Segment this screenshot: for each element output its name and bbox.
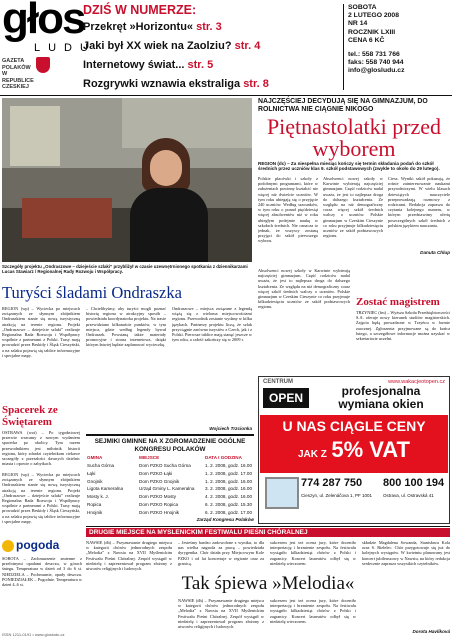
bottom-col-3b: sukcesem jest też ocena jury, które doceniło interpretację i brzmienie zespołu. Na festiwalu wystąpiło kilkadziesiąt chórów z Polski i zagranicy. Koncert laureatów odbył się w niedzielę wieczorem.: [270, 598, 356, 624]
teasers-title: DZIŚ W NUMERZE:: [83, 3, 197, 17]
ad-url[interactable]: www.wakacjeotopen.cz: [388, 379, 445, 385]
bottom-col-2b: NAWSIE (dh) – Przyznawanie drugiego miejsca w kategorii chórów jednorodnych zespołu „Melodia” z Nawsia na XVII Myślenickim Festiwalu Pieśni Chóralnej. Zespół wystąpił w niedzielę i zaprezentował program złożony z utworów religijnych i ludowych.: [178, 598, 264, 630]
table-row: Ropica Dom PZKO Ropica 6. 2. 2008, godz. 15.30: [87, 501, 252, 507]
teaser-text: Internetowy świat...: [83, 59, 185, 71]
weather-title: pogoda: [16, 538, 60, 552]
teaser-page: str. 3: [196, 21, 222, 33]
ad-title: profesjonalna wymiana okien: [338, 384, 424, 411]
feature-headline: Turyści śladami Ondraszka: [2, 283, 182, 302]
teaser-page: str. 4: [234, 40, 261, 52]
table-header-cell: MIEJSCE: [139, 455, 160, 461]
ad-address-2: Ostrava, ul. Ostravská 41: [383, 493, 434, 498]
feature-col-1-continued: REGION (wp) – Wyciecka po miejscach związanych ze słynnym zbójnikiem Ondraszkiem stanie się nową turystyczną atrakcją na terenie regionu. Projekt „Ondraszowe – dziejeście szlaki” realizuje Regionalna Rada Rozwoju i Współpracy wspólnie z partnerami z Polski. Trasy mają prowadzić przez Beskidy i Śląsk Cieszyński, a na szlaku pojawią się tablice informacyjne i specjalne mapy.: [2, 472, 80, 524]
table-header-cell: GMINA: [87, 455, 103, 461]
bottom-kicker: DRUGIE MIEJSCE NA MYSLENICKIM FESTIWALU PIEŚNI CHÓRALNEJ: [86, 528, 450, 537]
footer: ISSN 1211-0191 • www.glosludu.cz: [2, 632, 65, 637]
bottom-col-3: sukcesem jest też ocena jury, które doceniło interpretację i brzmienie zespołu. Na festiwalu wystąpiło kilkadziesiąt chórów z Polski i zagranicy. Koncert laureatów odbył się w niedzielę wieczorem.: [270, 540, 356, 566]
ad-banner-line1: U NAS CIĄGLE CENY: [282, 418, 426, 434]
ad-phone-1: 774 287 750: [301, 477, 363, 489]
feature-col-3: Ondraszowe – miejsca związane z legendą wiążą się z wieloma miejscowościami regionu. Przewodnik zostanie wydany w kilku językach. Partnerzy projektu liczą, że szlak przyciągnie zarówno turystów z Czech, jak i z Polski. Pierwsze tablice mają stanąć jeszcze w tym roku, a całość zakończy się w 2009 r.: [172, 306, 252, 343]
teaser-item[interactable]: [83, 56, 341, 75]
main-col-1: Polskie placówki i szkoły z podobnymi programami, które w założeniach powinny kształcić nie więcej niż dwieście uczniów. W tym roku ubiegają się o przyjęcie 240 uczniów. Według szacunków, w tym roku o ponad pięćdziesiąt więcej absolwentów niż w roku ubiegłym podejmie naukę w szkołach średnich. Nie oznacza to jednak, że wszyscy zostaną przyjęci do szkół pierwszego wyboru.: [258, 176, 318, 244]
main-lead: REGION (dc) – Za niespełna miesiąc kończy się termin składania podań do szkół średnich przez uczniów klas 9. szkół podstawowych (zwykle to około do 29 lutego).: [258, 161, 440, 172]
ad-banner-jakz: JAK Z: [297, 449, 327, 460]
photo-caption: Szczegóły projektu „Ondraszowe – dziejeście szlaki” przybliżył w czasie uzewnętrnionego spotkania z dziennikarzami Lucas Stawiarz / Regionalnej Rady Rozwoju i Współpracy.: [2, 264, 248, 275]
weather-info: [2, 472, 82, 538]
main-col-2: Absolwenci nowej szkoły w Karwinie wybierają najczęściej gimnazjum. Część rodziców nadal uważa, że jest to najlepsza droga do dalszego kształcenia. Ze względu na niż demograficzny coraz więcej szkół średnich walczy o uczniów. Polskie gimnazjum w Czeskim Cieszynie co roku przyjmuje kilkudziesięciu uczniów ze szkół podstawowych regionu.: [323, 176, 383, 239]
issue-tel: tel.: 558 731 766: [348, 51, 400, 59]
bottom-headline: Tak śpiewa »Melodia«: [181, 573, 355, 594]
table-row: Mosty k. J. Dom PZKO Mosty 4. 2. 2008, godz. 16.00: [87, 494, 252, 500]
feature-author: Wojciech Trzcionka: [209, 426, 252, 431]
issue-fax: faks: 558 740 944: [348, 59, 404, 67]
bottom-author: Dorota Havlíková: [412, 629, 450, 634]
issue-email[interactable]: info@glosludu.cz: [348, 67, 405, 75]
weather-box: [2, 540, 82, 638]
schedule-note: Zarząd Kongresu Polaków: [196, 516, 254, 522]
issue-day: SOBOTA: [348, 4, 377, 11]
issue-info: [348, 4, 450, 76]
sun-icon: [2, 540, 14, 552]
table-header-cell: DATA I GODZINA: [205, 455, 242, 461]
teasers: [83, 2, 341, 94]
ad-okna[interactable]: [258, 376, 450, 524]
weather-text: SOBOTA – Zachmurzenie zmienne z przelotnymi opadami deszczu, w górach śniegu. Temperatura w dzień od 3 do 6 st. NIEDZIELA – Pochmurnie, opady deszczu. PONIEDZIAŁEK – Pogodnie. Temperatura w dzień 4–6 st.: [2, 556, 82, 588]
sidebar-text: OSTRAWA (wot) – Po tygodniowej przerwie wracamy z nowym wydaniem spacerka po okolicy. Tym razem przewodnikiem jest miłośnik historii regionu, który zdradzi czytelnikom ciekawe szczegóły z przeszłości dawnych dzielnic miasta i opowie o zabytkach.: [2, 430, 80, 467]
main-col-3: Ciesz. Wyniki szkół pokazują, że rośnie zainteresowanie naukami przyrodniczymi. W wielu klasach dziewiątych nauczyciele przeprowadzają rozmowy z rodzicami. Redakcja zaprasza do czytania kolejnego numeru, w którym przedstawimy ofertę poszczególnych szkół średnich z polskim językiem nauczania.: [388, 176, 450, 228]
issue-date: 2 LUTEGO 2008: [348, 12, 399, 20]
main-headline: Piętnastolatki przed wyborem: [266, 114, 442, 161]
schedule-box: [86, 434, 254, 522]
main-kicker: NAJCZĘŚCIEJ DECYDUJĄ SIĘ NA GIMNAZJUM, DO ROLNICTWA NIE CIĄGNIE NIKOGO: [258, 98, 428, 114]
news-left-text: TRZYNIEC (fm) – Wyższa Szkoła Przedsiębiorczości S.A. oferuje nowy kierunek studiów magisterskich. Zajęcia będą prowadzone w Trzyńcu w formie zaocznej. Zgłoszenia przyjmowane są do końca lutego, a szczegółowe informacje można uzyskać w sekretariacie uczelni.: [356, 310, 450, 342]
schedule-table: [86, 454, 254, 516]
issue-year: ROCZNIK LXIII: [348, 28, 396, 36]
teaser-item[interactable]: [83, 75, 341, 94]
teaser-text: Przekręt »Horizontu«: [83, 21, 194, 33]
bottom-col-2: – Jesteśmy bardzo zadowolone z wyniku, to dla nas wielka nagroda za pracę – powiedziała dyrygentka. Chór działa przy Miejscowym Kole PZKO i od lat koncertuje w regionie oraz za granicą.: [178, 540, 264, 566]
teaser-item[interactable]: [83, 37, 341, 56]
issue-price: CENA 6 KČ: [348, 36, 385, 44]
main-author: Danuta Chlup: [420, 250, 450, 255]
ad-address-1: Cieszyn, ul. Zelenáčova 1, PF 1001: [301, 493, 373, 498]
teaser-item[interactable]: [83, 18, 341, 37]
ad-logo: OPEN: [263, 388, 309, 408]
masthead: [0, 0, 96, 95]
feature-col-1: REGION (wp) – Wyciecka po miejscach związanych ze słynnym zbójnikiem Ondraszkiem stanie się nową turystyczną atrakcją na terenie regionu. Projekt „Ondraszowe – dziejeście szlaki” realizuje Regionalna Rada Rozwoju i Współpracy wspólnie z partnerami z Polski. Trasy mają prowadzić przez Beskidy i Śląsk Cieszyński, a na szlaku pojawią się tablice informacyjne i specjalne mapy.: [2, 306, 80, 358]
bottom-col-1: NAWSIE (dh) – Przyznawanie drugiego miejsca w kategorii chórów jednorodnych zespołu „Melodia” z Nawsia na XVII Myślenickim Festiwalu Pieśni Chóralnej. Zespół wystąpił w niedzielę i zaprezentował program złożony z utworów religijnych i ludowych.: [86, 540, 172, 572]
teaser-text: Jaki był XX wiek na Zaolziu?: [83, 40, 232, 52]
issue-number: NR 14: [348, 20, 368, 28]
sidebar-headline: Spacerek ze Świętarem: [2, 404, 58, 428]
news-left-title: Zostać magistrem: [356, 296, 440, 308]
coat-of-arms-icon: [36, 57, 50, 73]
tagline: GAZETA POLAKÓW W REPUBLICE CZESKIEJ: [2, 58, 34, 90]
logo-subtitle: LUDU: [34, 42, 96, 54]
table-row: Hnojnik Dom PZKO Hnojnik 6. 2. 2008, godz. 17.00: [87, 509, 252, 515]
feature-col-2: – Chcielibyśmy, aby turyści mogli poznać historię regionu w atrakcyjny sposób – powiedziała koordynatorka projektu. Na trasie przewidziano kilkanaście punktów, w tym miejsca, gdzie według legendy bywał Ondraszek. Powstaną także materiały promocyjne i strona internetowa, dzięki którym łatwiej będzie zaplanować wycieczkę.: [86, 306, 166, 348]
main-col-3-continued: Absolwenci nowej szkoły w Karwinie wybierają najczęściej gimnazjum. Część rodziców nadal uważa, że jest to najlepsza droga do dalszego kształcenia. Ze względu na niż demograficzny coraz więcej szkół średnich walczy o uczniów. Polskie gimnazjum w Czeskim Cieszynie co roku przyjmuje kilkudziesięciu uczniów ze szkół podstawowych regionu.: [258, 268, 350, 310]
teaser-page: str. 5: [187, 59, 214, 71]
table-row: Ligota Kameralna Urząd Gminy L. Kameralna 3. 2. 2008, godz. 16.00: [87, 486, 252, 492]
table-row: Gnojnik Dom PZKO Gnojnik 1. 2. 2008, godz. 16.00: [87, 478, 252, 484]
table-row: Sucha Górna Dom PZKO Sucha Górna 1. 2. 2008, godz. 16.00: [87, 462, 252, 468]
ad-phone-2: 800 100 194: [383, 477, 445, 489]
ad-brand: CENTRUM: [263, 379, 293, 385]
ad-banner-vat: 5% VAT: [331, 437, 410, 462]
teaser-text: Rozgrywki wznawia ekstraliga: [83, 78, 241, 90]
logo: głos: [2, 0, 85, 43]
table-header-row: [86, 454, 254, 462]
schedule-title: SEJMIKI GMINNE NA X ZGROMADZENIE OGÓLNE KONGRESU POLAKÓW: [94, 438, 246, 453]
news-photo: [2, 98, 252, 262]
bottom-col-4: składzie Magdalena Sowanda, Stanisława Kola oraz S. Bielelec. Chór przygotowuje się już do kolejnych występów. W kwietniu planowany jest koncert jubileuszowy w Nawsiu, na który redakcja serdecznie zaprasza wszystkich czytelników.: [362, 540, 450, 566]
teaser-page: str. 8: [243, 78, 269, 90]
table-row: Łąki Dom PZKO Łąki 1. 2. 2008, godz. 17.00: [87, 470, 252, 476]
ad-banner: [260, 415, 448, 473]
ad-window-image: [265, 477, 299, 509]
